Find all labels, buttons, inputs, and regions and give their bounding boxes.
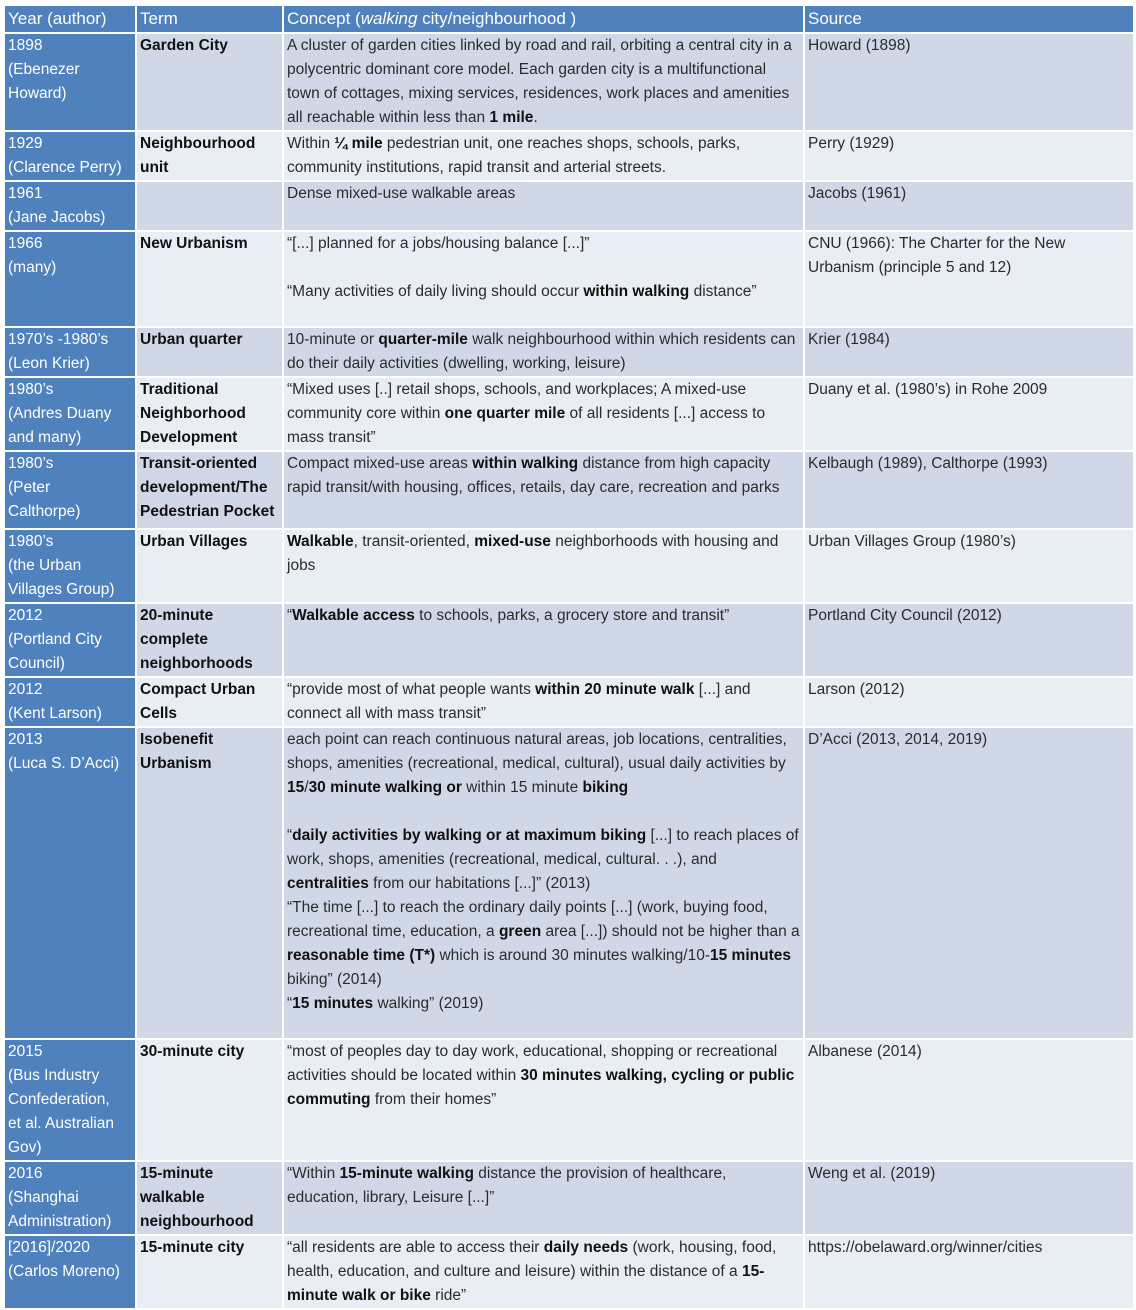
concept-text: neighborhoods with housing and jobs (287, 533, 779, 574)
term-line: Garden City (140, 37, 228, 54)
concept-paragraph (287, 604, 800, 628)
year-author-line: [2016]/2020 (8, 1239, 90, 1256)
year-author-cell (4, 327, 136, 377)
table-row (4, 377, 1134, 451)
concept-emphasis: Walkable access (292, 607, 415, 624)
year-author-line: (the Urban (8, 557, 82, 574)
concept-emphasis: within 20 minute walk (535, 681, 695, 698)
concept-cell (283, 327, 804, 377)
source-cell: Jacobs (1961) (804, 181, 1134, 231)
term-line: Traditional (140, 381, 219, 398)
year-author-line: 1970’s -1980’s (8, 331, 109, 348)
concept-cell (283, 677, 804, 727)
term-line: Urbanism (140, 755, 212, 772)
term-cell (136, 727, 283, 1039)
year-author-line: Administration) (8, 1213, 112, 1230)
term-line: unit (140, 159, 169, 176)
concept-text: from their homes” (370, 1091, 497, 1108)
source-cell: Perry (1929) (804, 131, 1134, 181)
concept-text: A cluster of garden cities linked by road and rail, orbiting a central city in a polycentric dominant core model. Each garden city is a multifunctional town of cottages, mixing services, residences, work places and amenities all reachable within less than (287, 37, 792, 126)
year-author-line: et al. Australian (8, 1115, 114, 1132)
concept-text: each point can reach continuous natural areas, job locations, centralities, shops, amenities (recreational, medical, cultural), usual daily activities by (287, 731, 787, 772)
table-row (4, 1161, 1134, 1235)
source-cell: Weng et al. (2019) (804, 1161, 1134, 1235)
year-author-line: (Clarence Perry) (8, 159, 122, 176)
table-row (4, 727, 1134, 1039)
term-cell (136, 677, 283, 727)
year-author-line: (Portland City (8, 631, 102, 648)
concept-cell (283, 1235, 804, 1309)
concept-emphasis: 30 minutes walking, cycling or public commuting (287, 1067, 795, 1108)
concept-paragraph (287, 34, 800, 130)
term-line: Urban quarter (140, 331, 243, 348)
concept-text: distance” (689, 283, 757, 300)
concept-emphasis: daily needs (543, 1239, 629, 1256)
concept-text: pedestrian unit, one reaches shops, schools, parks, community institutions, rapid transit and arterial streets. (287, 135, 741, 176)
concept-emphasis: mixed-use (474, 533, 551, 550)
year-author-line: (Bus Industry (8, 1067, 100, 1084)
table-row (4, 1039, 1134, 1161)
term-line: Urban Villages (140, 533, 248, 550)
concept-text: walking” (2019) (373, 995, 484, 1012)
year-author-line: Gov) (8, 1139, 42, 1156)
table-row (4, 327, 1134, 377)
term-cell (136, 327, 283, 377)
concept-paragraph (287, 132, 800, 180)
concept-emphasis: 15-minute walk or bike (287, 1263, 765, 1304)
concept-paragraph (287, 280, 800, 304)
walking-city-concepts-table (3, 4, 1135, 1310)
table-row (4, 1235, 1134, 1309)
year-author-cell (4, 33, 136, 131)
concept-blank-line (287, 800, 800, 824)
year-author-cell (4, 677, 136, 727)
concept-text: “Mixed uses [..] retail shops, schools, and workplaces; A mixed-use community core within (287, 381, 747, 422)
header-concept (283, 5, 804, 33)
term-line: neighborhoods (140, 655, 253, 672)
concept-cell (283, 1161, 804, 1235)
concept-cell (283, 529, 804, 603)
year-author-line: 1961 (8, 185, 43, 202)
year-author-line: 2015 (8, 1043, 43, 1060)
concept-cell (283, 451, 804, 529)
concept-paragraph (287, 896, 800, 992)
source-cell: https://obelaward.org/winner/cities (804, 1235, 1134, 1309)
year-author-line: 1980’s (8, 381, 54, 398)
year-author-line: Council) (8, 655, 65, 672)
term-line: Pedestrian Pocket (140, 503, 275, 520)
term-cell (136, 1161, 283, 1235)
year-author-line: (Luca S. D’Acci) (8, 755, 120, 772)
concept-paragraph (287, 378, 800, 450)
term-line: Neighbourhood (140, 135, 256, 152)
concept-text: , transit-oriented, (353, 533, 475, 550)
concept-emphasis: centralities (287, 875, 369, 892)
concept-text: “all residents are able to access their (287, 1239, 544, 1256)
concept-text: “Within (287, 1165, 340, 1182)
concept-cell (283, 231, 804, 327)
concept-emphasis: biking (582, 779, 629, 796)
concept-text: within 15 minute (461, 779, 583, 796)
concept-paragraph (287, 232, 800, 256)
source-cell: Duany et al. (1980’s) in Rohe 2009 (804, 377, 1134, 451)
concept-emphasis: 15 minutes (292, 995, 374, 1012)
concept-text: distance the provision of healthcare, education, library, Leisure [...]” (287, 1165, 727, 1206)
concept-emphasis: green (498, 923, 542, 940)
concept-text: “provide most of what people wants (287, 681, 536, 698)
header-concept-italic: walking (360, 9, 418, 28)
source-cell: Krier (1984) (804, 327, 1134, 377)
table-header-row (4, 5, 1134, 33)
year-author-cell (4, 727, 136, 1039)
year-author-cell (4, 451, 136, 529)
concept-blank-line (287, 256, 800, 280)
term-line: neighbourhood (140, 1213, 254, 1230)
concept-text: Within (287, 135, 335, 152)
concept-text: biking” (2014) (287, 971, 382, 988)
concept-text: . (533, 109, 538, 126)
year-author-line: 2012 (8, 607, 43, 624)
table-row (4, 231, 1134, 327)
source-cell: Howard (1898) (804, 33, 1134, 131)
header-year: Year (author) (4, 5, 136, 33)
source-cell: Urban Villages Group (1980’s) (804, 529, 1134, 603)
concept-paragraph (287, 530, 800, 578)
concept-emphasis: within walking (583, 283, 690, 300)
table-row (4, 181, 1134, 231)
concept-paragraph (287, 678, 800, 726)
concept-text: 10-minute or (287, 331, 379, 348)
header-concept-prefix: Concept ( (287, 9, 361, 28)
concept-paragraph (287, 1236, 800, 1308)
year-author-line: (Shanghai (8, 1189, 79, 1206)
year-author-line: (many) (8, 259, 57, 276)
term-line: Isobenefit (140, 731, 214, 748)
table-row (4, 603, 1134, 677)
concept-emphasis: 30 minute walking or (308, 779, 462, 796)
concept-paragraph (287, 452, 800, 500)
term-cell (136, 377, 283, 451)
concept-paragraph (287, 182, 800, 206)
table-row (4, 131, 1134, 181)
concept-cell (283, 181, 804, 231)
table-row (4, 33, 1134, 131)
concept-emphasis: daily activities by walking or at maximum biking (292, 827, 647, 844)
year-author-cell (4, 377, 136, 451)
source-cell: CNU (1966): The Charter for the New Urbanism (principle 5 and 12) (804, 231, 1134, 327)
concept-emphasis: 15 minutes (710, 947, 791, 964)
header-concept-suffix: city/neighbourhood ) (417, 9, 577, 28)
year-author-line: Howard) (8, 85, 67, 102)
term-line: 15-minute (140, 1165, 214, 1182)
concept-text: “[...] planned for a jobs/housing balance [...]” (287, 235, 590, 252)
concept-text: distance from high capacity rapid transit/with housing, offices, retails, day care, recreation and parks (287, 455, 780, 496)
year-author-line: (Peter (8, 479, 51, 496)
year-author-cell (4, 231, 136, 327)
concept-paragraph (287, 824, 800, 896)
concept-text: “Many activities of daily living should occur (287, 283, 584, 300)
header-term: Term (136, 5, 283, 33)
concept-text: Dense mixed-use walkable areas (287, 185, 516, 202)
year-author-line: 1980’s (8, 455, 54, 472)
year-author-line: 2012 (8, 681, 43, 698)
year-author-line: 2013 (8, 731, 43, 748)
concept-text: [...] to reach places of work, shops, amenities (recreational, medical, cultural. . .), and (287, 827, 799, 868)
concept-cell (283, 377, 804, 451)
year-author-line: (Jane Jacobs) (8, 209, 106, 226)
concept-text: Compact mixed-use areas (287, 455, 473, 472)
concept-text: which is around 30 minutes walking/10- (435, 947, 710, 964)
concept-emphasis: within walking (472, 455, 579, 472)
concept-text: “most of peoples day to day work, educational, shopping or recreational activities should be located within (287, 1043, 778, 1084)
year-author-cell (4, 1235, 136, 1309)
year-author-line: Villages Group) (8, 581, 115, 598)
term-line: development/The (140, 479, 268, 496)
year-author-line: 2016 (8, 1165, 43, 1182)
year-author-cell (4, 603, 136, 677)
term-line: 30-minute city (140, 1043, 245, 1060)
year-author-line: and many) (8, 429, 82, 446)
year-author-cell (4, 529, 136, 603)
year-author-line: Confederation, (8, 1091, 110, 1108)
term-line: Transit-oriented (140, 455, 258, 472)
concept-cell (283, 1039, 804, 1161)
year-author-line: Calthorpe) (8, 503, 81, 520)
term-cell (136, 529, 283, 603)
year-author-line: (Kent Larson) (8, 705, 102, 722)
concept-text: “ (287, 827, 293, 844)
term-cell (136, 231, 283, 327)
concept-paragraph (287, 1162, 800, 1210)
year-author-line: (Leon Krier) (8, 355, 90, 372)
concept-paragraph (287, 728, 800, 800)
concept-cell (283, 131, 804, 181)
concept-paragraph (287, 328, 800, 376)
concept-cell (283, 603, 804, 677)
table-row (4, 677, 1134, 727)
year-author-cell (4, 181, 136, 231)
concept-emphasis: 15 (287, 779, 305, 796)
year-author-line: (Carlos Moreno) (8, 1263, 120, 1280)
concept-text: “ (287, 607, 293, 624)
term-cell (136, 1235, 283, 1309)
term-line: Development (140, 429, 238, 446)
concept-emphasis: Walkable (287, 533, 354, 550)
concept-paragraph (287, 992, 800, 1016)
concept-emphasis: one quarter mile (444, 405, 566, 422)
concept-emphasis: 15-minute walking (339, 1165, 474, 1182)
table-row (4, 529, 1134, 603)
concept-cell (283, 727, 804, 1039)
concept-text: from our habitations [...]” (2013) (368, 875, 591, 892)
term-line: walkable (140, 1189, 205, 1206)
term-line: Neighborhood (140, 405, 246, 422)
concept-emphasis: quarter-mile (378, 331, 468, 348)
year-author-line: 1980’s (8, 533, 54, 550)
year-author-line: (Andres Duany (8, 405, 112, 422)
source-cell: Portland City Council (2012) (804, 603, 1134, 677)
source-cell: D’Acci (2013, 2014, 2019) (804, 727, 1134, 1039)
concept-text: / (304, 779, 309, 796)
year-author-cell (4, 1039, 136, 1161)
table-body (4, 33, 1134, 1309)
year-author-line: 1929 (8, 135, 43, 152)
concept-emphasis: 1 mile (489, 109, 534, 126)
header-source: Source (804, 5, 1134, 33)
concept-text: “The time [...] to reach the ordinary daily points [...] (work, buying food, recreational time, education, a (287, 899, 768, 940)
concept-text: ride” (430, 1287, 467, 1304)
source-cell: Kelbaugh (1989), Calthorpe (1993) (804, 451, 1134, 529)
year-author-line: 1966 (8, 235, 43, 252)
term-cell (136, 1039, 283, 1161)
year-author-line: (Ebenezer (8, 61, 80, 78)
term-line: Cells (140, 705, 178, 722)
table-row (4, 451, 1134, 529)
year-author-cell (4, 131, 136, 181)
term-line: 20-minute (140, 607, 214, 624)
concept-text: to schools, parks, a grocery store and transit” (414, 607, 730, 624)
term-cell (136, 33, 283, 131)
concept-emphasis: reasonable time (T*) (287, 947, 436, 964)
term-cell (136, 181, 283, 231)
concept-text: [...] and connect all with mass transit” (287, 681, 751, 722)
term-line: Compact Urban (140, 681, 256, 698)
term-line: 15-minute city (140, 1239, 245, 1256)
concept-text: area [...]) should not be higher than a (541, 923, 800, 940)
concept-text: of all residents [...] access to mass transit” (287, 405, 766, 446)
source-cell: Larson (2012) (804, 677, 1134, 727)
term-cell (136, 131, 283, 181)
year-author-cell (4, 1161, 136, 1235)
source-cell: Albanese (2014) (804, 1039, 1134, 1161)
concept-text: (work, housing, food, health, education, and culture and leisure) within the distance of a (287, 1239, 777, 1280)
concept-paragraph (287, 1040, 800, 1112)
year-author-line: 1898 (8, 37, 43, 54)
concept-text: walk neighbourhood within which residents can do their daily activities (dwelling, working, leisure) (287, 331, 796, 372)
concept-emphasis: ¼ mile (334, 135, 383, 152)
concept-cell (283, 33, 804, 131)
concept-text: “ (287, 995, 293, 1012)
term-cell (136, 451, 283, 529)
term-cell (136, 603, 283, 677)
term-line: complete (140, 631, 209, 648)
term-line: New Urbanism (140, 235, 248, 252)
